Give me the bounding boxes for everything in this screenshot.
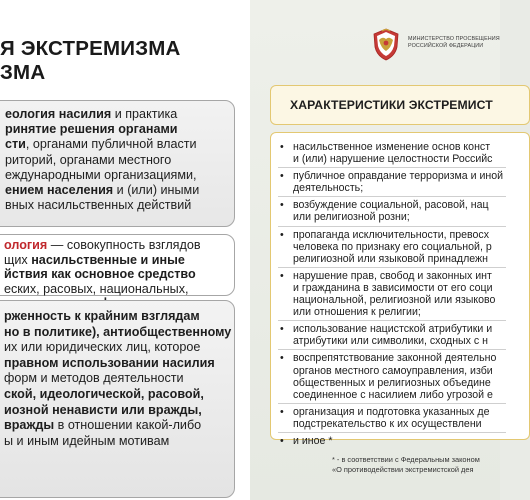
bullet-icon: • xyxy=(280,323,284,336)
box2-line1-rest: — совокупность взглядов xyxy=(47,238,201,252)
box1-line1-rest: и практика xyxy=(111,107,178,121)
box3-line1: рженность к крайним взглядам xyxy=(4,309,200,323)
ministry-emblem-icon xyxy=(370,27,402,61)
bullet-icon: • xyxy=(280,269,284,282)
box3-line2: но в политике), антиобщественному xyxy=(4,324,232,339)
list-item-line: человека по признаку его социальной, р xyxy=(293,240,492,253)
list-item-line: или отношения к религии; xyxy=(293,306,421,319)
list-item-line: деятельность; xyxy=(293,182,364,195)
ideology-of-violence-box xyxy=(0,100,235,227)
list-separator xyxy=(278,432,506,433)
list-item-line: и (или) нарушение целостности Российс xyxy=(293,153,493,166)
characteristics-list xyxy=(278,141,508,447)
box1-line6-rest: и (или) иными xyxy=(113,183,200,198)
box3-line7: иозной ненависти или вражды, xyxy=(4,402,202,417)
bullet-icon: • xyxy=(280,170,284,183)
list-item-line: общественных и религиозных объедине xyxy=(293,376,491,389)
list-separator xyxy=(278,196,506,197)
list-item-line: воспрепятствование законной деятельно xyxy=(293,352,497,365)
list-item-line: насильственное изменение основ конст xyxy=(293,141,491,153)
ministry-logo-text xyxy=(408,36,500,50)
box1-line3-bold: сти xyxy=(5,137,26,152)
box1-line2-bold: ринятие решения органами xyxy=(5,122,178,137)
bullet-icon: • xyxy=(280,141,284,153)
box2-line4: еских, расовых, национальных, xyxy=(4,281,189,296)
footnote-line-2: «О противодействии экстремистской дея xyxy=(332,465,474,474)
list-separator xyxy=(278,320,506,321)
box1-line6-bold: ением населения xyxy=(5,183,114,198)
list-item-line: возбуждение социальной, расовой, нац xyxy=(293,199,489,212)
extremism-definition-box xyxy=(0,300,235,498)
box2-line3-bold: йствия как основное средство xyxy=(4,267,196,282)
list-item-line: и гражданина в зависимости от его соци xyxy=(293,281,493,294)
list-item xyxy=(278,141,508,165)
list-separator xyxy=(278,403,506,404)
ideology-definition-box xyxy=(0,234,235,296)
list-item xyxy=(278,170,508,194)
list-item xyxy=(278,270,508,318)
box1-line1-bold: еология насилия xyxy=(5,107,112,121)
box3-line8-rest: в отношении какой-либо xyxy=(54,418,202,433)
list-item xyxy=(278,352,508,400)
box3-line8-bold: вражды xyxy=(4,418,55,433)
list-item-line: подстрекательство к их осуществлени xyxy=(293,417,482,430)
list-item-line: атрибутики или символики, сходных с н xyxy=(293,335,488,348)
box2-line1-red: ология xyxy=(4,238,48,252)
characteristics-heading: ХАРАКТЕРИСТИКИ ЭКСТРЕМИСТ xyxy=(290,98,493,112)
list-item xyxy=(278,323,508,347)
slide-title-line-2: ЗМА xyxy=(0,61,46,84)
list-item xyxy=(278,229,508,265)
box1-line5: еждународными организациями, xyxy=(5,167,197,182)
list-item-line: национальной, религиозной или языково xyxy=(293,294,496,307)
bullet-icon: • xyxy=(280,405,284,418)
list-separator xyxy=(278,349,506,350)
box3-line6: ской, идеологической, расовой, xyxy=(4,386,204,401)
list-item xyxy=(278,406,508,430)
box3-line4: правном использовании насилия xyxy=(4,355,215,370)
list-item-line: или религиозной розни; xyxy=(293,211,410,224)
ministry-logo xyxy=(370,27,500,61)
bullet-icon: • xyxy=(280,352,284,365)
list-item-line: органов местного самоуправления, изби xyxy=(293,364,493,377)
box2-line2-bold: насильственные и иные xyxy=(31,252,185,267)
slide-title xyxy=(0,37,258,85)
footnote xyxy=(332,455,480,475)
list-item-line: и иное * xyxy=(293,434,333,447)
ministry-logo-line-2: РОССИЙСКОЙ ФЕДЕРАЦИИ xyxy=(408,43,484,49)
box1-text xyxy=(5,107,199,213)
list-item-line: публичное оправдание терроризма и иной xyxy=(293,170,504,183)
list-item-line: соединенное с насилием либо угрозой е xyxy=(293,388,493,401)
list-item-line: пропаганда исключительности, превосх xyxy=(293,228,490,241)
list-item-line: организация и подготовка указанных де xyxy=(293,405,490,418)
bullet-icon: • xyxy=(280,228,284,241)
box3-line9: ы и иным идейным мотивам xyxy=(4,433,170,448)
box1-line3-rest: , органами публичной власти xyxy=(25,137,197,152)
list-item xyxy=(278,435,508,447)
list-separator xyxy=(278,167,506,168)
box3-line3: их или юридических лиц, которое xyxy=(4,340,201,355)
bullet-icon: • xyxy=(280,434,284,447)
ministry-logo-line-1: МИНИСТЕРСТВО ПРОСВЕЩЕНИЯ xyxy=(408,36,500,42)
list-item-line: нарушение прав, свобод и законных инт xyxy=(293,269,492,282)
list-item xyxy=(278,199,508,223)
list-separator xyxy=(278,267,506,268)
box1-line7: вных насильственных действий xyxy=(5,198,192,213)
box2-line2-pre: щих xyxy=(4,252,32,267)
box3-line5: форм и методов деятельности xyxy=(4,371,184,386)
bullet-icon: • xyxy=(280,199,284,212)
list-item-line: религиозной или языковой принадлежн xyxy=(293,252,488,265)
box1-line4: риторий, органами местного xyxy=(5,152,172,167)
list-separator xyxy=(278,226,506,227)
box3-text xyxy=(4,309,231,449)
slide-title-line-1: Я ЭКСТРЕМИЗМА xyxy=(0,37,181,60)
list-item-line: использование нацистской атрибутики и xyxy=(293,323,493,336)
footnote-line-1: * - в соответствии с Федеральным законом xyxy=(332,455,480,464)
